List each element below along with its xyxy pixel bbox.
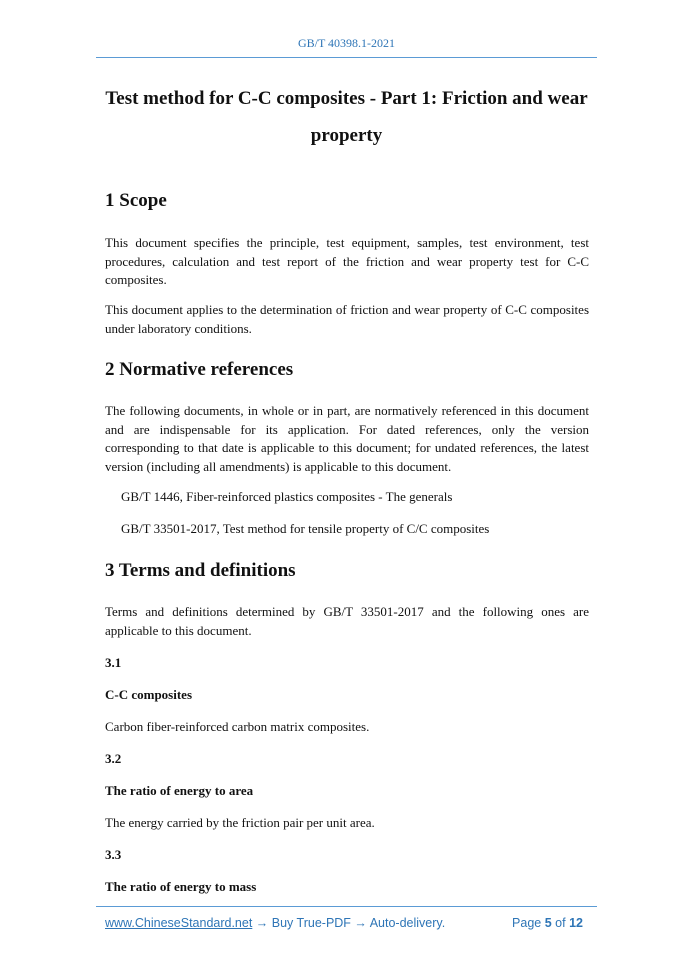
term-number: 3.3 xyxy=(105,847,122,862)
page-label: Page xyxy=(512,916,542,930)
term-title: The ratio of energy to mass xyxy=(105,879,257,894)
page-indicator xyxy=(512,916,583,930)
footer-tagline: → Buy True-PDF → Auto-delivery. xyxy=(252,916,446,930)
term-definition: The energy carried by the friction pair per unit area. xyxy=(105,815,375,830)
footer-promo xyxy=(105,916,445,930)
current-page-number: 5 xyxy=(544,916,552,930)
scope-paragraph-1: This document specifies the principle, test equipment, samples, test environment, test procedures, calculation and test report of the friction and wear property test for C-C composites. xyxy=(105,235,589,287)
terms-paragraph: Terms and definitions determined by GB/T 33501-2017 and the following ones are applicable to this document. xyxy=(105,604,589,638)
footer-divider xyxy=(96,906,597,907)
total-pages-number: 12 xyxy=(569,916,583,930)
document-title: Test method for C-C composites - Part 1: Friction and wear property xyxy=(105,88,588,146)
chinesestandard-link[interactable]: www.ChineseStandard.net xyxy=(105,916,253,930)
page-of-label: of xyxy=(555,916,566,930)
section-heading-terms: 3 Terms and definitions xyxy=(105,560,296,581)
term-definition: Carbon fiber-reinforced carbon matrix composites. xyxy=(105,719,370,734)
section-heading-normative-references: 2 Normative references xyxy=(105,359,294,380)
term-title: The ratio of energy to area xyxy=(105,783,254,798)
term-number: 3.1 xyxy=(105,655,122,670)
scope-paragraph-2: This document applies to the determination of friction and wear property of C-C composites under laboratory conditions. xyxy=(105,302,589,336)
section-heading-scope: 1 Scope xyxy=(105,190,167,211)
term-title: C-C composites xyxy=(105,687,193,702)
normative-paragraph: The following documents, in whole or in part, are normatively referenced in this document and are indispensable for its application. For dated references, only the version corresponding to that date is applicable to this document; for undated references, the latest version (including all amendments) is applicable to this document. xyxy=(105,403,589,474)
reference-item: GB/T 1446, Fiber-reinforced plastics composites - The generals xyxy=(121,489,453,504)
header-divider xyxy=(96,57,597,58)
document-code-header: GB/T 40398.1-2021 xyxy=(297,36,396,50)
term-number: 3.2 xyxy=(105,751,122,766)
reference-item: GB/T 33501-2017, Test method for tensile property of C/C composites xyxy=(121,521,490,536)
